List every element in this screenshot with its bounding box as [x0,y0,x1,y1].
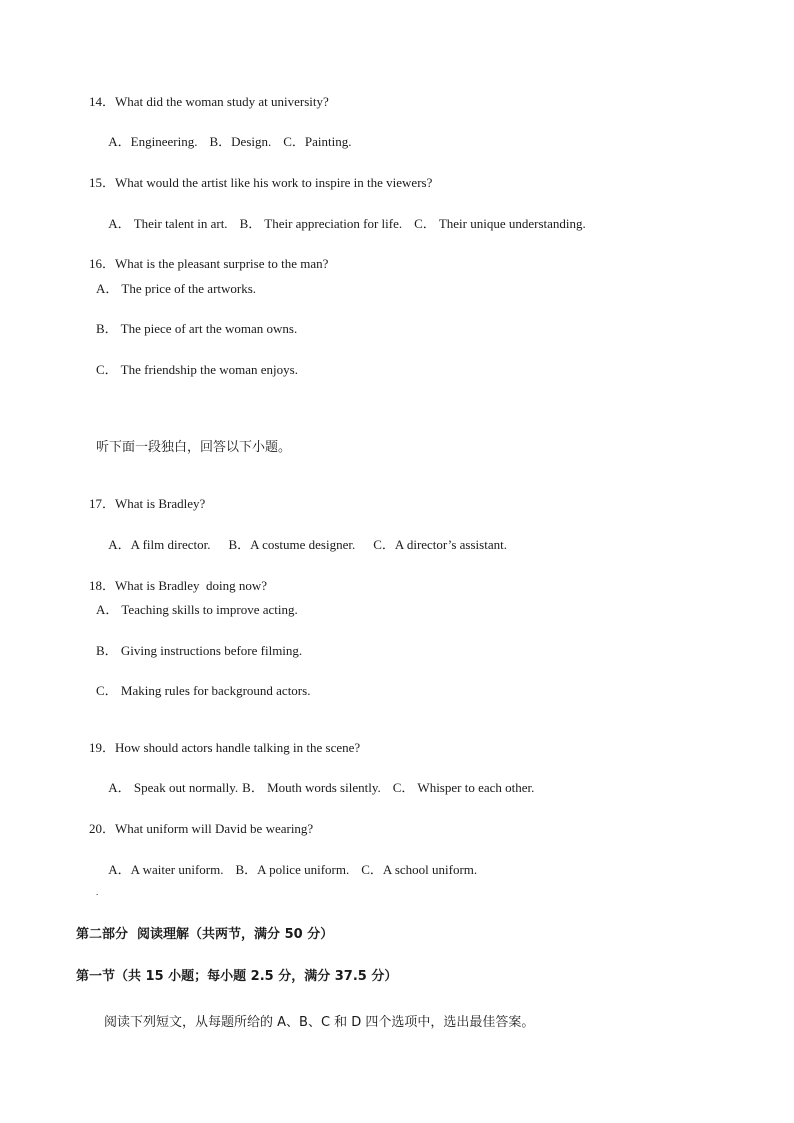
option-c: C．A director’s assistant. [373,537,507,552]
question-number: 15． [89,175,116,190]
question-number: 16． [89,256,116,271]
option-b: B． The piece of art the woman owns. [96,321,298,336]
option-a: A． Teaching skills to improve acting. [96,602,298,617]
option-c: C． The friendship the woman enjoys. [96,362,298,377]
option-c: C． Their unique understanding. [414,216,586,231]
option-b: B．Design. [209,134,272,149]
subsection-title: 第一节（共 15 小题；每小题 2.5 分，满分 37.5 分） [76,969,398,984]
question-text: What would the artist like his work to inspire in the viewers? [115,175,433,190]
question-number: 18． [89,578,116,593]
question-text: How should actors handle talking in the scene? [115,740,361,755]
reading-instruction: 阅读下列短文，从每题所给的 A、B、C 和 D 四个选项中，选出最佳答案。 [104,1015,535,1030]
option-a: A．A waiter uniform. [108,862,224,877]
option-b: B． Their appreciation for life. [239,216,403,231]
option-c: C． Whisper to each other. [392,780,535,795]
option-a: A． Speak out normally. [108,780,239,795]
option-c: C．A school uniform. [361,862,478,877]
question-text: What is Bradley? [115,496,206,511]
question-number: 14． [89,94,116,109]
question-number: 19． [89,740,116,755]
stray-mark: . [96,887,99,897]
monologue-instruction: 听下面一段独白，回答以下小题。 [96,440,292,455]
option-c: C．Painting. [283,134,352,149]
option-a: A． The price of the artworks. [96,281,257,296]
option-a: A． Their talent in art. [108,216,228,231]
question-text: What is the pleasant surprise to the man? [115,256,329,271]
option-a: A．Engineering. [108,134,198,149]
question-20-options [96,846,477,894]
question-number: 20． [89,821,116,836]
option-b: B．A police uniform. [235,862,350,877]
question-number: 17． [89,496,116,511]
option-b: B．A costume designer. [228,537,356,552]
question-text: What uniform will David be wearing? [115,821,314,836]
question-text: What did the woman study at university? [115,94,329,109]
section-title: 第二部分 阅读理解（共两节，满分 50 分） [76,927,334,942]
option-b: B． Giving instructions before filming. [96,643,303,658]
option-a: A．A film director. [108,537,211,552]
option-b: B． Mouth words silently. [242,780,381,795]
option-c: C． Making rules for background actors. [96,683,311,698]
question-text: What is Bradley doing now? [115,578,268,593]
